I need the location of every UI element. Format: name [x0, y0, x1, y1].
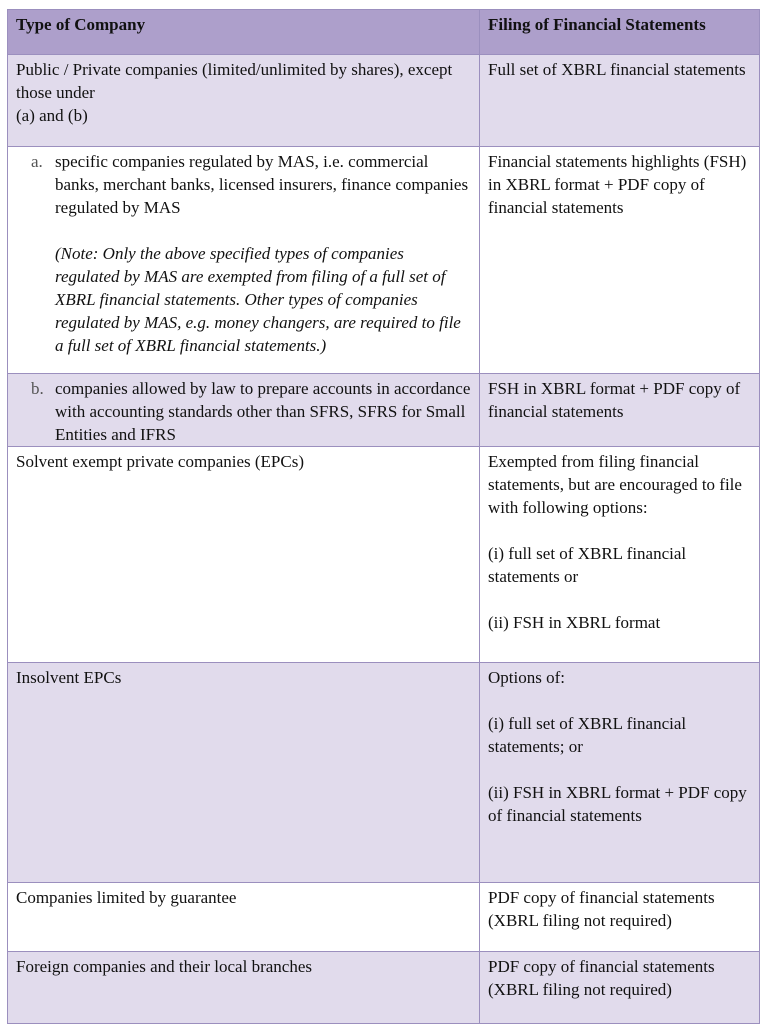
- company-type-text: Public / Private companies (limited/unlimited by shares), except those under: [16, 60, 453, 102]
- company-type-text: Companies limited by guarantee: [16, 888, 237, 907]
- filing-option: (ii) FSH in XBRL format: [488, 613, 661, 632]
- filing-text: (XBRL filing not required): [488, 980, 672, 999]
- company-type-cell: [8, 952, 480, 1024]
- table-row: [8, 147, 760, 374]
- table-row: [8, 374, 760, 447]
- filing-text: Financial statements highlights (FSH) in XBRL format + PDF copy of financial statements: [488, 152, 747, 217]
- filing-text: Options of:: [488, 668, 565, 687]
- company-type-text: (a) and (b): [16, 106, 88, 125]
- table-row: [8, 663, 760, 883]
- filing-cell: [480, 663, 760, 883]
- header-type-of-company: Type of Company: [8, 10, 480, 55]
- filing-option: (ii) FSH in XBRL format + PDF copy of financial statements: [488, 783, 747, 825]
- company-type-cell: [8, 374, 480, 447]
- filing-text: FSH in XBRL format + PDF copy of financial statements: [488, 379, 741, 421]
- company-type-text: Insolvent EPCs: [16, 668, 122, 687]
- filing-cell: [480, 447, 760, 663]
- filing-text: (XBRL filing not required): [488, 911, 672, 930]
- company-type-cell: [8, 147, 480, 374]
- table-row: [8, 952, 760, 1024]
- sub-item-letter: b.: [31, 379, 44, 398]
- filing-option: (i) full set of XBRL financial statements; or: [488, 714, 687, 756]
- table-row: [8, 883, 760, 952]
- company-type-text: Foreign companies and their local branches: [16, 957, 312, 976]
- company-type-cell: [8, 55, 480, 147]
- table-row: [8, 55, 760, 147]
- filing-cell: [480, 55, 760, 147]
- header-filing-of-financial-statements: Filing of Financial Statements: [480, 10, 760, 55]
- sub-item-letter: a.: [31, 152, 43, 171]
- table-row: [8, 447, 760, 663]
- filing-cell: [480, 883, 760, 952]
- filing-text: PDF copy of financial statements: [488, 888, 715, 907]
- company-type-cell: [8, 663, 480, 883]
- company-type-text: Solvent exempt private companies (EPCs): [16, 452, 304, 471]
- company-type-cell: [8, 447, 480, 663]
- filing-cell: [480, 952, 760, 1024]
- filing-text: PDF copy of financial statements: [488, 957, 715, 976]
- filing-cell: [480, 147, 760, 374]
- filing-text: Exempted from filing financial statements, but are encouraged to file with following options:: [488, 452, 742, 517]
- company-type-text: companies allowed by law to prepare accounts in accordance with accounting standards other than SFRS, SFRS for Small Entities and IFRS: [55, 379, 471, 444]
- filing-text: Full set of XBRL financial statements: [488, 60, 746, 79]
- filing-cell: [480, 374, 760, 447]
- company-type-text: specific companies regulated by MAS, i.e. commercial banks, merchant banks, licensed insurers, finance companies regulated by MAS: [55, 152, 469, 217]
- filing-requirements-table: [7, 9, 760, 1024]
- company-type-cell: [8, 883, 480, 952]
- filing-option: (i) full set of XBRL financial statements or: [488, 544, 687, 586]
- mas-note: (Note: Only the above specified types of companies regulated by MAS are exempted from filing of a full set of XBRL financial statements. Other types of companies regulated by MAS, e.g. money changers, are required to file a full set of XBRL financial statements.): [55, 244, 461, 355]
